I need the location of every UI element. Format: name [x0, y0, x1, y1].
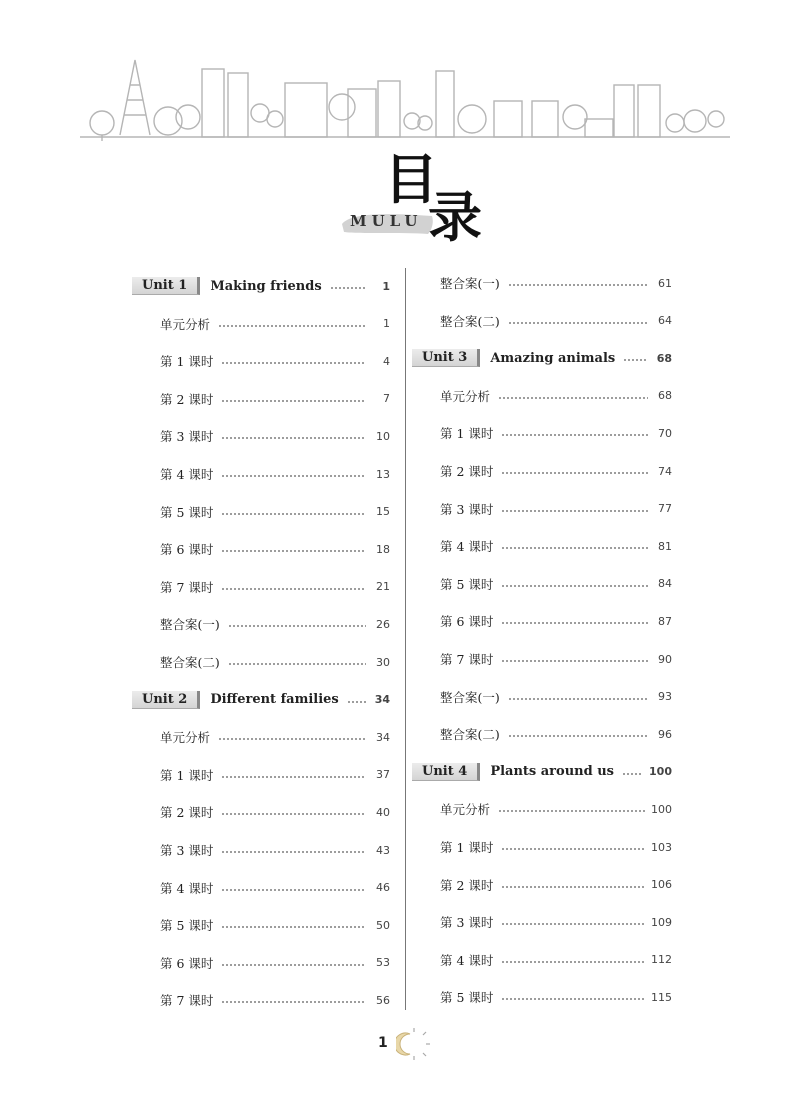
- dot-leader: [501, 547, 648, 549]
- dot-leader: [221, 437, 366, 439]
- toc-unit-row[interactable]: [410, 347, 672, 369]
- toc-page-number: 109: [651, 915, 672, 929]
- toc-entry-row[interactable]: [410, 573, 672, 595]
- toc-entry-row[interactable]: [130, 839, 390, 861]
- dot-leader: [501, 961, 645, 963]
- dot-leader: [330, 287, 366, 289]
- toc-page-number: 7: [383, 392, 390, 406]
- toc-page-number: 15: [376, 505, 390, 519]
- toc-page-number: 61: [658, 276, 672, 290]
- dot-leader: [221, 550, 366, 552]
- toc-entry-label: 第 1 课时: [160, 354, 214, 370]
- toc-entry-label: 第 6 课时: [160, 542, 214, 558]
- toc-entry-label: 整合案(一): [160, 617, 220, 633]
- page-subtitle: MULU: [350, 212, 423, 230]
- toc-entry-label: 单元分析: [440, 388, 491, 404]
- toc-entry-row[interactable]: [410, 874, 672, 896]
- toc-entry-row[interactable]: [410, 686, 672, 708]
- toc-page-number: 90: [658, 652, 672, 666]
- dot-leader: [218, 738, 366, 740]
- toc-entry-row[interactable]: [130, 576, 390, 598]
- unit-title: Amazing animals: [490, 350, 616, 366]
- toc-page-number: 34: [376, 730, 390, 744]
- dot-leader: [508, 322, 648, 324]
- toc-page-number: 18: [376, 542, 390, 556]
- dot-leader: [501, 472, 648, 474]
- dot-leader: [623, 359, 648, 361]
- toc-page-number: 81: [658, 539, 672, 553]
- toc-entry-label: 第 2 课时: [160, 391, 214, 407]
- toc-entry-label: 单元分析: [160, 730, 211, 746]
- dot-leader: [221, 889, 366, 891]
- toc-page-number: 21: [376, 580, 390, 594]
- toc-entry-label: 整合案(二): [440, 313, 500, 329]
- toc-page-number: 106: [651, 878, 672, 892]
- toc-entry-row[interactable]: [130, 613, 390, 635]
- toc-page-number: 100: [651, 802, 672, 816]
- toc-entry-row[interactable]: [130, 463, 390, 485]
- toc-entry-label: 第 2 课时: [440, 877, 494, 893]
- toc-entry-label: 整合案(一): [440, 689, 500, 705]
- dot-leader: [501, 998, 645, 1000]
- toc-unit-row[interactable]: [130, 275, 390, 297]
- unit-badge: Unit 3: [412, 349, 480, 367]
- toc-entry-row[interactable]: [410, 610, 672, 632]
- toc-entry-row[interactable]: [410, 460, 672, 482]
- toc-page-number: 50: [376, 918, 390, 932]
- unit-title: Plants around us: [490, 764, 614, 780]
- toc-entry-row[interactable]: [410, 798, 672, 820]
- toc-entry-label: 第 2 课时: [160, 805, 214, 821]
- toc-entry-label: 第 5 课时: [440, 576, 494, 592]
- dot-leader: [508, 284, 648, 286]
- toc-page-number: 77: [658, 502, 672, 516]
- toc-entry-row[interactable]: [130, 726, 390, 748]
- dot-leader: [501, 660, 648, 662]
- toc-page-number: 74: [658, 464, 672, 478]
- toc-page-number: 112: [651, 953, 672, 967]
- toc-entry-label: 第 7 课时: [440, 652, 494, 667]
- toc-entry-label: 第 1 课时: [440, 426, 494, 442]
- toc-page-number: 34: [374, 693, 390, 707]
- toc-entry-row[interactable]: [410, 272, 672, 294]
- toc-page-number: 56: [376, 993, 390, 1007]
- dot-leader: [498, 397, 648, 399]
- moon-sun-icon: [396, 1026, 432, 1062]
- dot-leader: [221, 513, 366, 515]
- toc-entry-row[interactable]: [130, 764, 390, 786]
- page-title: [330, 147, 500, 249]
- dot-leader: [221, 362, 366, 364]
- toc-entry-row[interactable]: [130, 914, 390, 936]
- toc-entry-row[interactable]: [130, 425, 390, 447]
- toc-page-number: 53: [376, 956, 390, 970]
- dot-leader: [508, 698, 648, 700]
- unit-badge: Unit 1: [132, 277, 200, 295]
- page-number: 1: [378, 1035, 388, 1051]
- toc-entry-row[interactable]: [410, 385, 672, 407]
- toc-page-number: 93: [658, 690, 672, 704]
- toc-entry-label: 第 4 课时: [440, 539, 494, 555]
- toc-unit-row[interactable]: [130, 689, 390, 711]
- dot-leader: [221, 400, 366, 402]
- toc-entry-row[interactable]: [130, 350, 390, 372]
- dot-leader: [501, 510, 648, 512]
- toc-page-number: 68: [656, 351, 672, 365]
- toc-page-number: 87: [658, 614, 672, 628]
- dot-leader: [221, 588, 366, 590]
- toc-entry-label: 第 1 课时: [440, 840, 494, 855]
- toc-entry-row[interactable]: [410, 498, 672, 520]
- toc-page-number: 115: [651, 990, 672, 1004]
- toc-entry-label: 第 7 课时: [160, 993, 214, 1009]
- toc-entry-row[interactable]: [410, 911, 672, 933]
- toc-entry-label: 整合案(二): [160, 655, 220, 670]
- dot-leader: [228, 625, 366, 627]
- dot-leader: [347, 701, 366, 703]
- toc-entry-label: 单元分析: [440, 802, 491, 818]
- dot-leader: [218, 325, 366, 327]
- toc-entry-label: 整合案(一): [440, 276, 500, 291]
- unit-badge: Unit 4: [412, 763, 480, 781]
- dot-leader: [508, 735, 648, 737]
- toc-entry-label: 第 6 课时: [440, 614, 494, 630]
- toc-entry-row[interactable]: [130, 877, 390, 899]
- toc-entry-row[interactable]: [410, 535, 672, 557]
- toc-entry-label: 第 4 课时: [160, 880, 214, 896]
- toc-entry-label: 第 2 课时: [440, 464, 494, 479]
- dot-leader: [501, 923, 645, 925]
- toc-page-number: 84: [658, 577, 672, 591]
- dot-leader: [501, 585, 648, 587]
- toc-entry-row[interactable]: [410, 986, 672, 1008]
- toc-page-number: 37: [376, 768, 390, 782]
- column-divider: [405, 268, 406, 1010]
- title-char-2: 录: [428, 185, 482, 249]
- toc-page-number: 13: [376, 467, 390, 481]
- toc-unit-row[interactable]: [410, 761, 672, 783]
- page-footer: [378, 1026, 438, 1066]
- dot-leader: [501, 622, 648, 624]
- toc-entry-label: 第 1 课时: [160, 767, 214, 783]
- toc-entry-label: 整合案(二): [440, 727, 500, 743]
- toc-entry-row[interactable]: [410, 723, 672, 745]
- toc-page-number: 40: [376, 805, 390, 819]
- toc-entry-row[interactable]: [410, 949, 672, 971]
- toc-entry-label: 第 3 课时: [160, 843, 214, 858]
- toc-entry-row[interactable]: [130, 538, 390, 560]
- toc-page-number: 30: [376, 655, 390, 669]
- toc-entry-label: 第 5 课时: [160, 504, 214, 520]
- title-char-1: 目: [384, 147, 438, 211]
- dot-leader: [622, 773, 643, 775]
- toc-entry-label: 第 4 课时: [160, 467, 214, 482]
- dot-leader: [501, 886, 645, 888]
- toc-page-number: 100: [649, 765, 672, 779]
- toc-entry-label: 第 6 课时: [160, 955, 214, 971]
- unit-title: Different families: [210, 692, 339, 708]
- unit-badge: Unit 2: [132, 691, 200, 709]
- dot-leader: [498, 810, 645, 812]
- dot-leader: [501, 848, 645, 850]
- toc-entry-label: 第 3 课时: [440, 501, 494, 517]
- toc-entry-row[interactable]: [410, 422, 672, 444]
- toc-page-number: 26: [376, 617, 390, 631]
- toc-entry-row[interactable]: [130, 501, 390, 523]
- dot-leader: [221, 475, 366, 477]
- dot-leader: [221, 926, 366, 928]
- toc-page-number: 46: [376, 881, 390, 895]
- toc-entry-label: 第 5 课时: [440, 990, 494, 1006]
- toc-entry-row[interactable]: [130, 388, 390, 410]
- toc-page-number: 96: [658, 727, 672, 741]
- toc-entry-row[interactable]: [130, 313, 390, 335]
- toc-page-number: 10: [376, 429, 390, 443]
- toc-entry-row[interactable]: [130, 989, 390, 1011]
- toc-page-number: 103: [651, 840, 672, 854]
- toc-entry-label: 第 7 课时: [160, 579, 214, 595]
- toc-entry-row[interactable]: [410, 310, 672, 332]
- toc-page-number: 64: [658, 314, 672, 328]
- toc-entry-row[interactable]: [130, 952, 390, 974]
- dot-leader: [501, 434, 648, 436]
- toc-entry-label: 单元分析: [160, 316, 211, 332]
- toc-page-number: 1: [383, 317, 390, 331]
- dot-leader: [221, 851, 366, 853]
- toc-entry-row[interactable]: [130, 801, 390, 823]
- dot-leader: [221, 776, 366, 778]
- toc-page-number: 1: [382, 279, 390, 293]
- toc-entry-label: 第 3 课时: [440, 915, 494, 931]
- skyline-illustration: [80, 55, 730, 155]
- dot-leader: [221, 964, 366, 966]
- toc-page-number: 68: [658, 389, 672, 403]
- dot-leader: [221, 1001, 366, 1003]
- toc-page-number: 4: [383, 354, 390, 368]
- toc-entry-label: 第 3 课时: [160, 429, 214, 445]
- toc-entry-label: 第 4 课时: [440, 952, 494, 968]
- dot-leader: [228, 663, 366, 665]
- toc-entry-row[interactable]: [410, 648, 672, 670]
- toc-entry-row[interactable]: [130, 651, 390, 673]
- dot-leader: [221, 813, 366, 815]
- toc-entry-row[interactable]: [410, 836, 672, 858]
- toc-page-number: 43: [376, 843, 390, 857]
- toc-page-number: 70: [658, 426, 672, 440]
- unit-title: Making friends: [210, 278, 322, 294]
- toc-entry-label: 第 5 课时: [160, 918, 214, 934]
